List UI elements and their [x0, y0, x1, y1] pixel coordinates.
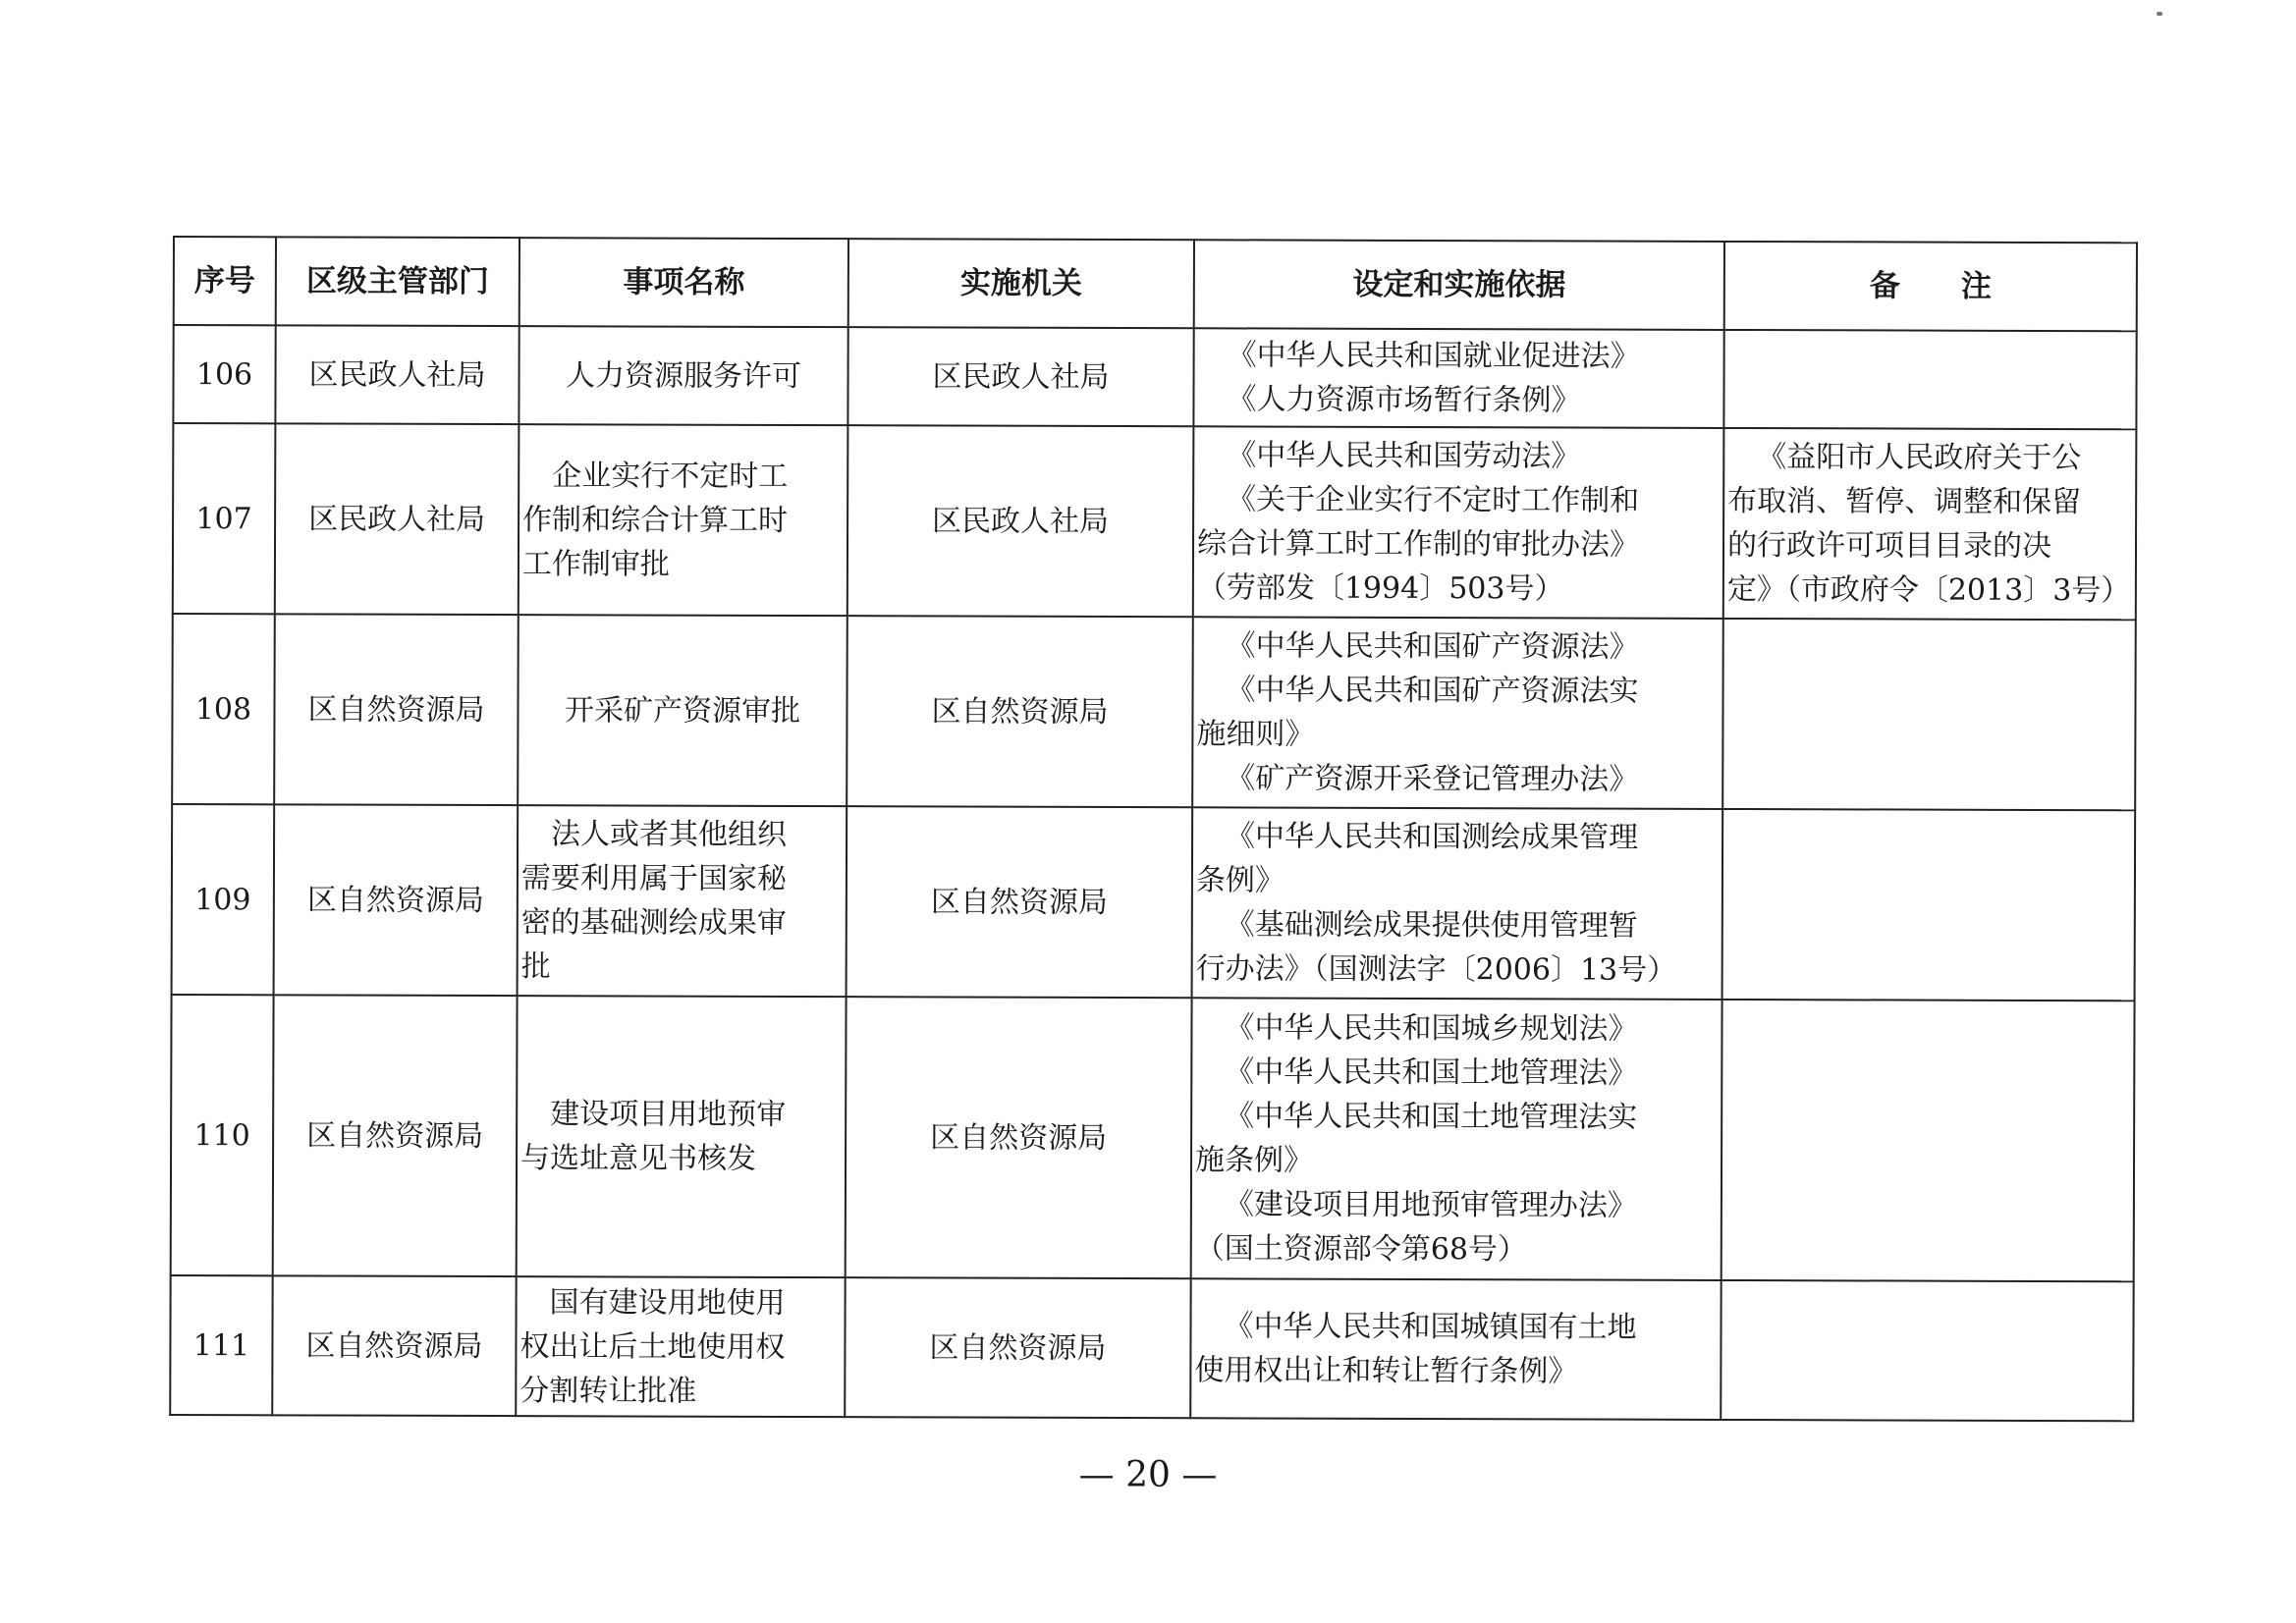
cell-basis [1193, 426, 1724, 619]
scan-mark [2157, 12, 2162, 16]
cell-dept: 区自然资源局 [274, 614, 519, 805]
cell-org: 区自然资源局 [847, 616, 1193, 807]
item-line: 与选址意见书核发 [519, 1141, 757, 1176]
cell-item [517, 996, 847, 1277]
table-row [172, 614, 2136, 810]
cell-no: 111 [170, 1275, 272, 1415]
cell-note [1722, 809, 2136, 1001]
basis-line: （劳部发〔1994〕503号） [1196, 570, 1564, 607]
basis-line: 《中华人民共和国土地管理法实 [1225, 1099, 1638, 1135]
basis-line: 综合计算工时工作制的审批办法》 [1196, 526, 1640, 563]
header-org: 实施机关 [848, 239, 1194, 328]
cell-org: 区自然资源局 [847, 806, 1193, 998]
table-row [173, 423, 2137, 620]
item-line: 权出让后土地使用权 [519, 1328, 786, 1365]
cell-org: 区民政人社局 [847, 327, 1193, 426]
item-line: 密的基础测绘成果审 [520, 905, 787, 941]
cell-dept: 区民政人社局 [275, 423, 519, 615]
cell-item [516, 1276, 845, 1417]
cell-item [518, 805, 847, 997]
header-item: 事项名称 [519, 238, 848, 327]
cell-org: 区自然资源局 [845, 1277, 1190, 1418]
cell-dept: 区自然资源局 [272, 1275, 516, 1416]
item-line: 企业实行不定时工 [552, 458, 789, 494]
page-number: — 20 — [1078, 1455, 1218, 1495]
cell-note [1723, 428, 2137, 620]
cell-item [519, 326, 847, 425]
item-line: 需要利用属于国家秘 [520, 861, 787, 896]
cell-dept: 区民政人社局 [275, 325, 519, 424]
cell-no: 110 [171, 995, 274, 1275]
basis-line: （国土资源部令第68号） [1194, 1231, 1528, 1268]
cell-no: 108 [172, 614, 275, 804]
cell-basis [1191, 998, 1722, 1280]
basis-line: 《人力资源市场暂行条例》 [1227, 382, 1581, 418]
basis-line: 行办法》（国测法字〔2006〕13号） [1195, 951, 1677, 988]
basis-line: 《中华人民共和国城乡规划法》 [1225, 1010, 1638, 1047]
item-line: 作制和综合计算工时 [522, 502, 789, 538]
cell-org: 区民政人社局 [847, 425, 1194, 617]
item-line: 国有建设用地使用 [549, 1284, 786, 1321]
cell-note [1722, 619, 2136, 810]
item-line: 批 [520, 949, 551, 985]
cell-dept: 区自然资源局 [273, 995, 518, 1276]
basis-line: 使用权出让和转让暂行条例》 [1194, 1353, 1578, 1389]
table-header-row [174, 237, 2137, 331]
basis-line: 《矿产资源开采登记管理办法》 [1226, 761, 1639, 797]
header-no: 序号 [174, 237, 276, 325]
cell-basis [1193, 328, 1723, 428]
basis-line: 施条例》 [1194, 1143, 1314, 1178]
note-line: 布取消、暂停、调整和保留 [1727, 483, 2082, 520]
header-note: 备 注 [1724, 242, 2137, 331]
approval-items-table [169, 236, 2138, 1422]
item-line: 人力资源服务许可 [566, 357, 802, 394]
basis-line: 条例》 [1195, 863, 1285, 898]
note-line: 《益阳市人民政府关于公 [1757, 440, 2082, 476]
basis-line: 《中华人民共和国土地管理法》 [1225, 1055, 1638, 1091]
basis-line: 《中华人民共和国测绘成果管理 [1226, 819, 1639, 855]
cell-note [1721, 1280, 2133, 1421]
cell-note [1723, 330, 2136, 429]
header-basis: 设定和实施依据 [1194, 240, 1724, 330]
cell-dept: 区自然资源局 [274, 804, 519, 996]
cell-basis [1192, 807, 1723, 1000]
table-row [172, 804, 2136, 1001]
cell-basis [1192, 617, 1723, 809]
basis-line: 《中华人民共和国城镇国有土地 [1224, 1309, 1637, 1345]
basis-line: 《中华人民共和国劳动法》 [1227, 438, 1581, 474]
header-dept: 区级主管部门 [276, 237, 519, 326]
item-line: 开采矿产资源审批 [564, 692, 801, 729]
table-row [170, 1275, 2133, 1421]
item-line: 分割转让批准 [519, 1373, 697, 1409]
cell-org: 区自然资源局 [846, 997, 1192, 1278]
item-line: 工作制审批 [521, 546, 671, 582]
table-body [170, 325, 2136, 1421]
note-line: 的行政许可项目目录的决 [1726, 527, 2052, 565]
item-line: 法人或者其他组织 [551, 817, 788, 852]
table-row [173, 325, 2136, 429]
table-row [171, 995, 2135, 1281]
basis-line: 《建设项目用地预审管理办法》 [1224, 1187, 1637, 1223]
note-line: 定》（市政府令〔2013〕3号） [1726, 571, 2131, 609]
cell-item [519, 424, 848, 616]
cell-basis [1190, 1278, 1721, 1420]
basis-line: 《中华人民共和国矿产资源法实 [1226, 673, 1639, 709]
cell-item [518, 615, 847, 806]
basis-line: 《中华人民共和国就业促进法》 [1227, 338, 1640, 374]
basis-line: 施细则》 [1196, 717, 1315, 752]
basis-line: 《关于企业实行不定时工作制和 [1227, 482, 1640, 518]
cell-no: 106 [173, 325, 275, 423]
cell-no: 109 [172, 804, 275, 995]
item-line: 建设项目用地预审 [550, 1097, 787, 1132]
basis-line: 《基础测绘成果提供使用管理暂 [1225, 907, 1638, 944]
cell-note [1722, 1000, 2135, 1281]
basis-line: 《中华人民共和国矿产资源法》 [1226, 628, 1639, 665]
cell-no: 107 [173, 423, 276, 614]
